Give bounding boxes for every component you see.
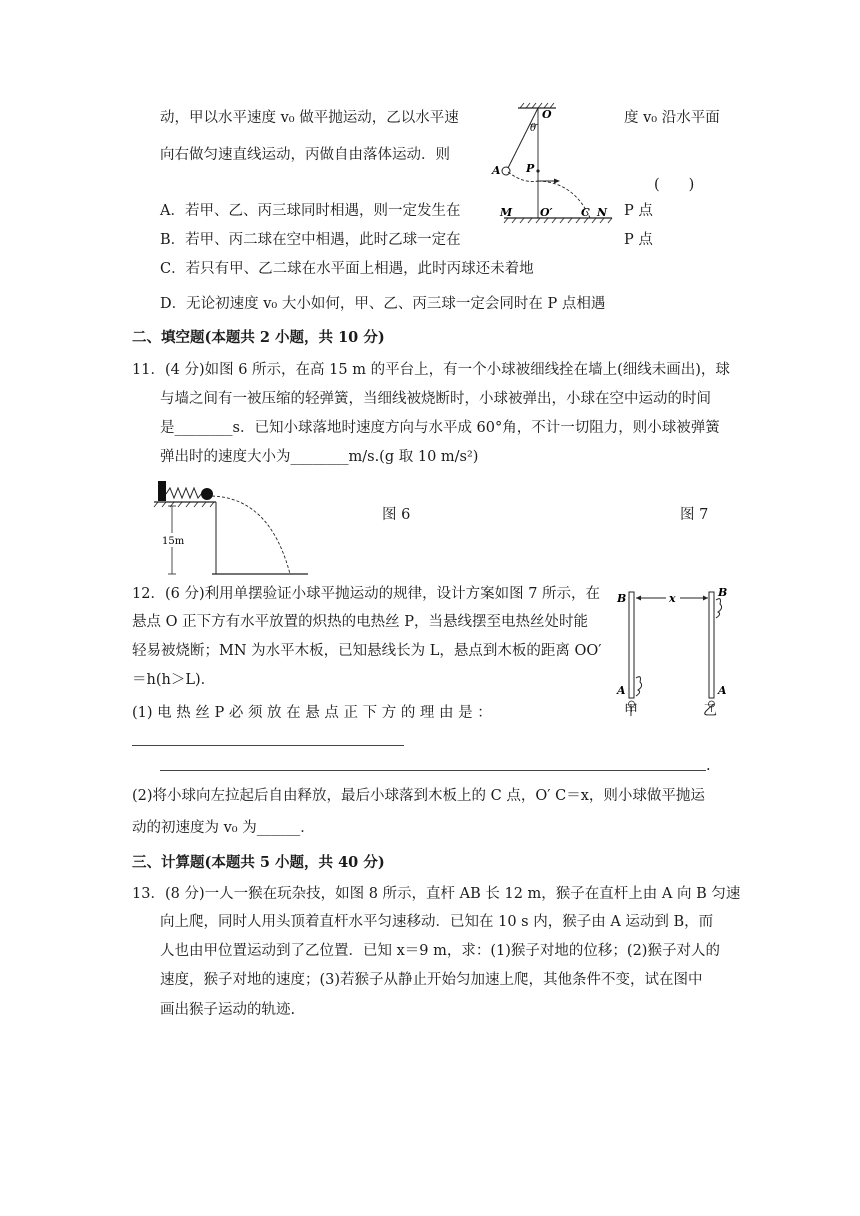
q11-line4: 弹出时的速度大小为________m/s.(g 取 10 m/s²): [160, 449, 479, 465]
fig6-caption: 图 6: [382, 507, 411, 523]
fig7-label-a-left: A: [617, 684, 626, 697]
q10-option-d: D．无论初速度 v₀ 大小如何，甲、乙、丙三球一定会同时在 P 点相遇: [160, 296, 606, 312]
label-n: N: [597, 206, 608, 219]
q13-line2: 向上爬，同时人用头顶着直杆水平匀速移动．已知在 10 s 内，猴子由 A 运动到 B，而: [160, 914, 714, 930]
q10-option-b-right: P 点: [624, 232, 653, 248]
label-o-prime: O′: [540, 206, 553, 219]
fig7-label-b-left: B: [617, 592, 627, 605]
q12-answer-line-1: [132, 745, 404, 746]
label-o: O: [542, 108, 552, 121]
q12-answer-line-2: [160, 770, 706, 771]
q10-option-c: C．若只有甲、乙二球在水平面上相遇，此时丙球还未着地: [160, 261, 534, 277]
q12-sub2-line1: (2)将小球向左拉起后自由释放，最后小球落到木板上的 C 点，O′ C＝x，则小球做平抛运: [132, 788, 705, 804]
q11-line3: 是________s．已知小球落地时速度方向与水平成 60°角，不计一切阻力，则小球被弹簧: [160, 420, 720, 436]
q10-option-b-left: B．若甲、丙二球在空中相遇，此时乙球一定在: [160, 232, 461, 248]
q13-line3: 人也由甲位置运动到了乙位置．已知 x＝9 m，求：(1)猴子对地的位移；(2)猴子对人的: [160, 943, 720, 959]
q12-sub1-period: .: [706, 758, 711, 774]
label-p: P: [526, 162, 535, 175]
fig7-label-b-right: B: [718, 586, 728, 599]
q12-line4: ＝h(h＞L)．: [132, 672, 216, 688]
fig7-monkey-pole: [608, 580, 738, 720]
q10-option-a-right: P 点: [624, 203, 653, 219]
q12-line1: 12．(6 分)利用单摆验证小球平抛运动的规律，设计方案如图 7 所示，在: [132, 586, 601, 602]
q11-line2: 与墙之间有一被压缩的轻弹簧，当细线被烧断时，小球被弹出，小球在空中运动的时间: [160, 391, 711, 407]
q10-answer-paren: ( ): [654, 177, 695, 193]
fig7-label-x: x: [669, 592, 676, 605]
q13-line4: 速度，猴子对地的速度；(3)若猴子从静止开始匀加速上爬，其他条件不变，试在图中: [160, 972, 703, 988]
q13-line1: 13．(8 分)一人一猴在玩杂技，如图 8 所示，直杆 AB 长 12 m，猴子在直杆上由 A 向 B 匀速: [132, 886, 741, 902]
q12-line2: 悬点 O 正下方有水平放置的炽热的电热丝 P，当悬线摆至电热丝处时能: [132, 614, 588, 630]
q10-line1-left: 动，甲以水平速度 v₀ 做平抛运动，乙以水平速: [160, 110, 459, 126]
q10-pendulum-figure: [488, 100, 618, 230]
q11-line1: 11．(4 分)如图 6 所示，在高 15 m 的平台上，有一个小球被细线拴在墙上(细线未画出)，球: [132, 362, 730, 378]
fig7-caption: 图 7: [680, 507, 709, 523]
q12-line3: 轻易被烧断；MN 为水平木板，已知悬线长为 L，悬点到木板的距离 OO′: [132, 643, 602, 659]
fig6-height-label: 15m: [162, 536, 185, 547]
fig7-label-a-right: A: [718, 684, 727, 697]
section3-heading: 三、计算题(本题共 5 小题，共 40 分): [132, 854, 385, 871]
q10-line1-right: 度 v₀ 沿水平面: [624, 110, 720, 126]
fig7-label-jia: 甲: [624, 703, 638, 719]
label-a: A: [492, 164, 501, 177]
section2-heading: 二、填空题(本题共 2 小题，共 10 分): [132, 329, 385, 346]
fig6-spring-platform: [150, 478, 310, 578]
label-m: M: [500, 206, 513, 219]
q12-sub2-line2: 动的初速度为 v₀ 为______．: [132, 820, 315, 836]
q10-line2: 向右做匀速直线运动，丙做自由落体运动．则: [160, 147, 450, 163]
fig7-label-yi: 乙: [703, 703, 717, 719]
label-theta: θ: [530, 123, 537, 134]
q13-line5: 画出猴子运动的轨迹.: [160, 1002, 296, 1018]
q12-sub1: (1) 电 热 丝 P 必 须 放 在 悬 点 正 下 方 的 理 由 是 ：: [132, 705, 492, 721]
q10-option-a-left: A．若甲、乙、丙三球同时相遇，则一定发生在: [160, 203, 461, 219]
label-c: C: [581, 206, 590, 219]
